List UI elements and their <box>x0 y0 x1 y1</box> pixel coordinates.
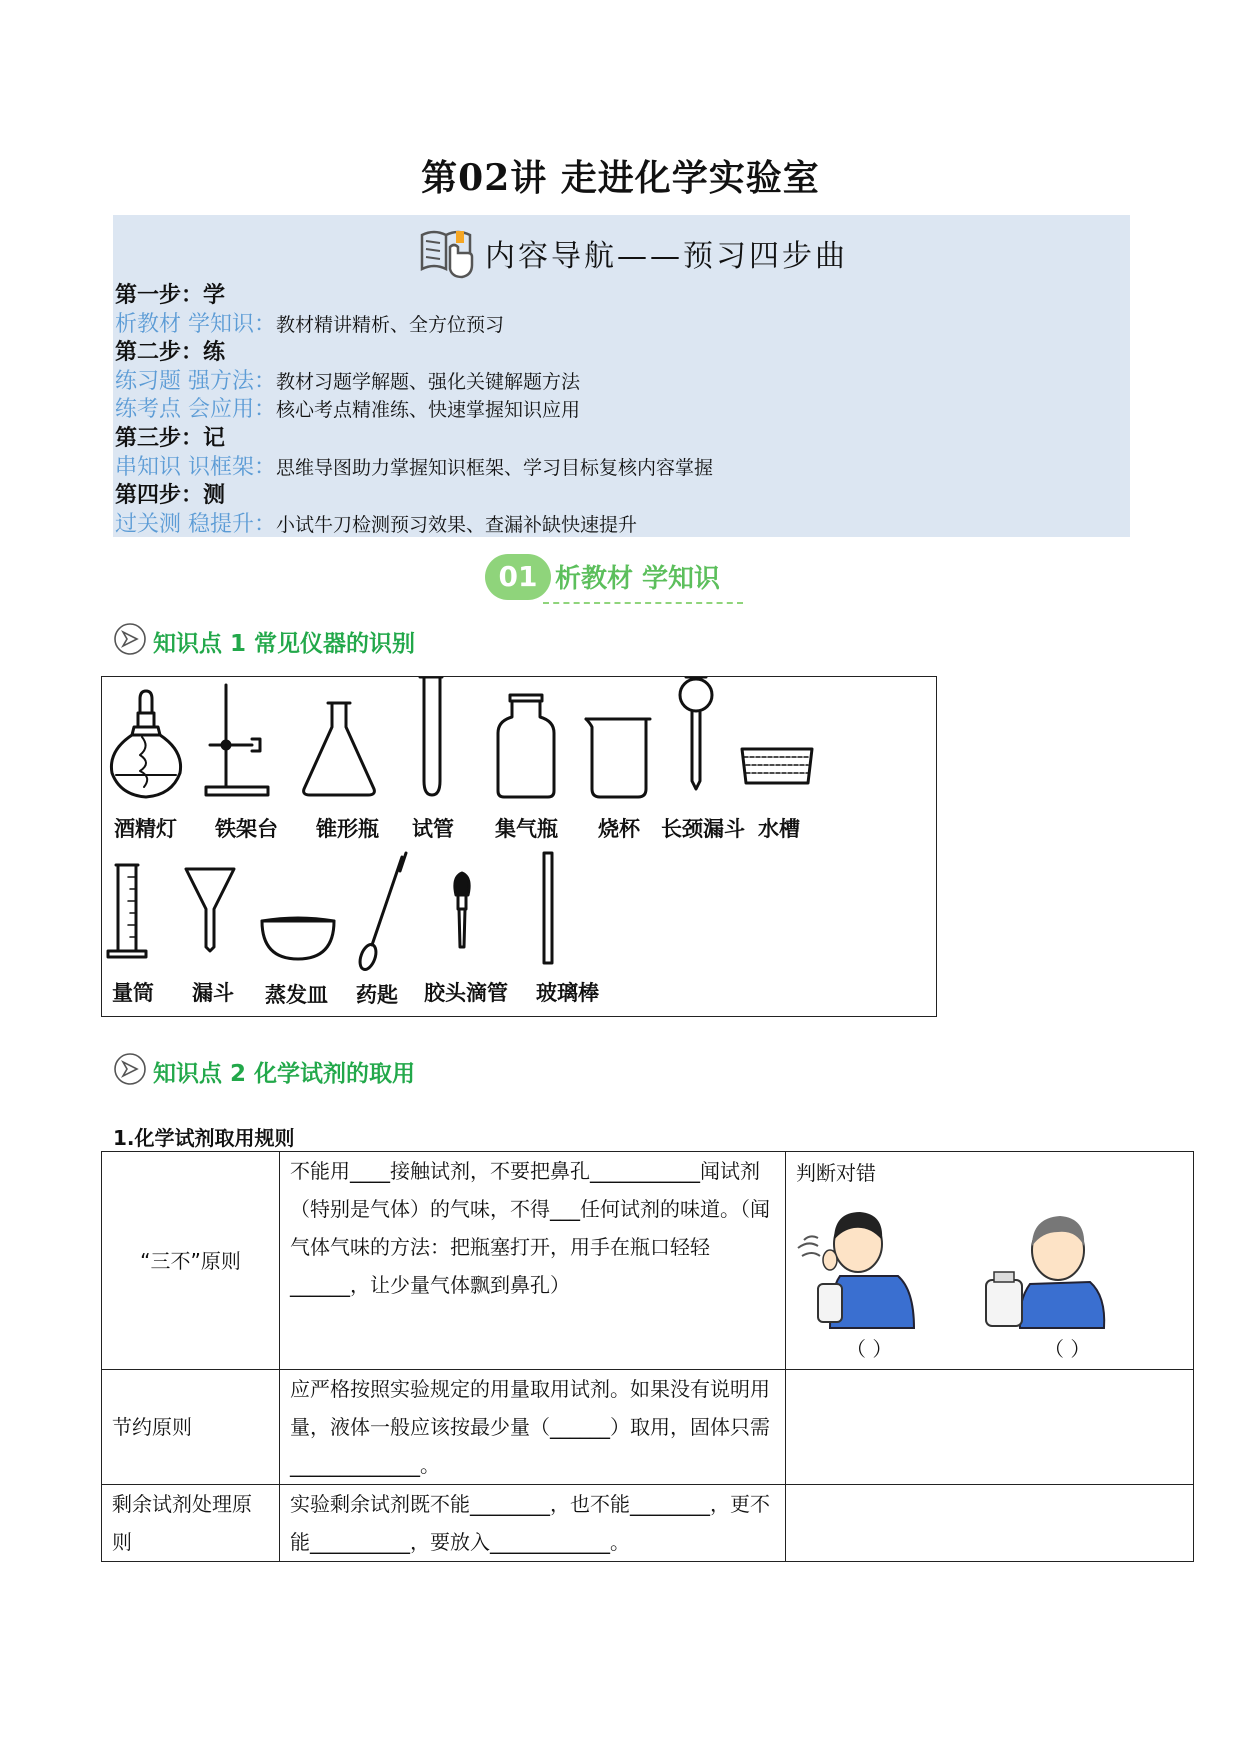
alcohol-lamp-drawing <box>111 691 180 797</box>
nav-line <box>115 395 713 424</box>
nav-line-label: 练习题 强方法： <box>115 368 276 394</box>
nav-line-desc: 教材精讲精析、全方位预习 <box>276 313 505 336</box>
apparatus-label: 长颈漏斗 <box>661 817 745 841</box>
evaporating-dish-drawing <box>262 918 334 959</box>
nav-line <box>115 310 713 339</box>
table-row <box>102 1370 1194 1485</box>
section-number: 01 <box>485 554 551 600</box>
table-row <box>102 1152 1194 1370</box>
rule-content: 实验剩余试剂既不能________，也不能________，更不能__________，要放入____________。 <box>280 1485 786 1562</box>
rule-name: 剩余试剂处理原则 <box>102 1485 280 1562</box>
nav-lines <box>115 281 713 538</box>
rule-name: “三不”原则 <box>102 1152 280 1370</box>
rule-content: 不能用____接触试剂，不要把鼻孔___________闻试剂（特别是气体）的气味，不得___任何试剂的味道。（闻气体气味的方法：把瓶塞打开，用手在瓶口轻轻______，让少量气体飘到鼻孔） <box>280 1152 786 1370</box>
book-pointer-icon <box>418 225 478 279</box>
apparatus-label: 量筒 <box>112 981 154 1005</box>
measuring-cylinder-drawing <box>108 865 146 957</box>
nav-line <box>115 453 713 482</box>
boy-fanning-drawing <box>798 1212 914 1328</box>
apparatus-label: 烧杯 <box>598 817 640 841</box>
nav-header <box>113 223 1130 281</box>
empty-cell <box>786 1370 1194 1485</box>
nav-step-3: 第三步：记 <box>115 424 226 451</box>
apparatus-label: 蒸发皿 <box>265 983 328 1007</box>
gas-jar-drawing <box>498 695 554 797</box>
water-trough-drawing <box>742 749 812 783</box>
apparatus-label: 试管 <box>412 817 454 841</box>
apparatus-figure <box>101 676 937 1017</box>
nav-line-label: 析教材 学知识： <box>115 311 276 337</box>
rule-name: 节约原则 <box>102 1370 280 1485</box>
nav-line-desc: 思维导图助力掌握知识框架、学习目标复核内容掌握 <box>276 456 714 479</box>
judge-cell <box>786 1152 1194 1370</box>
nav-step-2: 第二步：练 <box>115 339 226 366</box>
apparatus-label: 药匙 <box>356 983 398 1007</box>
apparatus-label: 水槽 <box>758 817 800 841</box>
section-banner <box>485 550 765 610</box>
rules-table <box>101 1151 1194 1562</box>
apparatus-label: 酒精灯 <box>114 817 177 841</box>
judge-answer-1[interactable]: （ ） <box>846 1337 893 1361</box>
nav-line <box>115 510 713 539</box>
rule-content: 应严格按照实验规定的用量取用试剂。如果没有说明用量，液体一般应该按最少量（______）取用，固体只需_____________。 <box>280 1370 786 1485</box>
funnel-drawing <box>186 869 234 951</box>
empty-cell <box>786 1485 1194 1562</box>
section-underline <box>543 602 743 604</box>
glass-rod-drawing <box>544 853 552 963</box>
nav-line-label: 练考点 会应用： <box>115 397 276 423</box>
content-navigation-box <box>113 215 1130 537</box>
rules-heading: 1.化学试剂取用规则 <box>113 1126 295 1150</box>
page-title: 第02讲 走进化学实验室 <box>421 157 820 199</box>
long-neck-funnel-drawing <box>680 677 712 789</box>
test-tube-drawing <box>420 677 442 795</box>
table-row <box>102 1485 1194 1562</box>
apparatus-label: 玻璃棒 <box>536 981 599 1005</box>
nav-step-1: 第一步：学 <box>115 282 226 308</box>
beaker-drawing <box>586 719 650 797</box>
apparatus-label: 锥形瓶 <box>316 817 379 841</box>
apparatus-label: 铁架台 <box>215 817 278 841</box>
apparatus-label: 胶头滴管 <box>424 981 508 1005</box>
nav-line-desc: 教材习题学解题、强化关键解题方法 <box>276 370 581 393</box>
apparatus-drawings <box>102 677 935 1015</box>
apparatus-label: 漏斗 <box>192 981 234 1005</box>
knowledge-point-title: 知识点 2 化学试剂的取用 <box>153 1061 416 1087</box>
nav-line-label: 串知识 识框架： <box>115 454 276 480</box>
nav-line-label: 过关测 稳提升： <box>115 511 276 537</box>
smelling-illustrations <box>790 1200 1170 1330</box>
boy-sniffing-drawing <box>986 1216 1104 1328</box>
judge-answer-2[interactable]: （ ） <box>1044 1337 1091 1361</box>
knowledge-point-title: 知识点 1 常见仪器的识别 <box>153 631 416 657</box>
nav-line <box>115 367 713 396</box>
spatula-drawing <box>357 853 406 972</box>
dropper-drawing <box>455 873 469 947</box>
nav-title: 内容导航——预习四步曲 <box>485 239 848 274</box>
judge-title: 判断对错 <box>796 1161 876 1185</box>
section-label: 析教材 学知识 <box>555 564 721 594</box>
arrow-circle-icon <box>113 622 147 656</box>
conical-flask-drawing <box>304 703 375 795</box>
nav-step-4: 第四步：测 <box>115 482 226 509</box>
nav-line-desc: 核心考点精准练、快速掌握知识应用 <box>276 399 581 422</box>
nav-line-desc: 小试牛刀检测预习效果、查漏补缺快速提升 <box>276 513 638 536</box>
apparatus-label: 集气瓶 <box>495 817 558 841</box>
iron-stand-drawing <box>206 685 268 795</box>
arrow-circle-icon <box>113 1052 147 1086</box>
